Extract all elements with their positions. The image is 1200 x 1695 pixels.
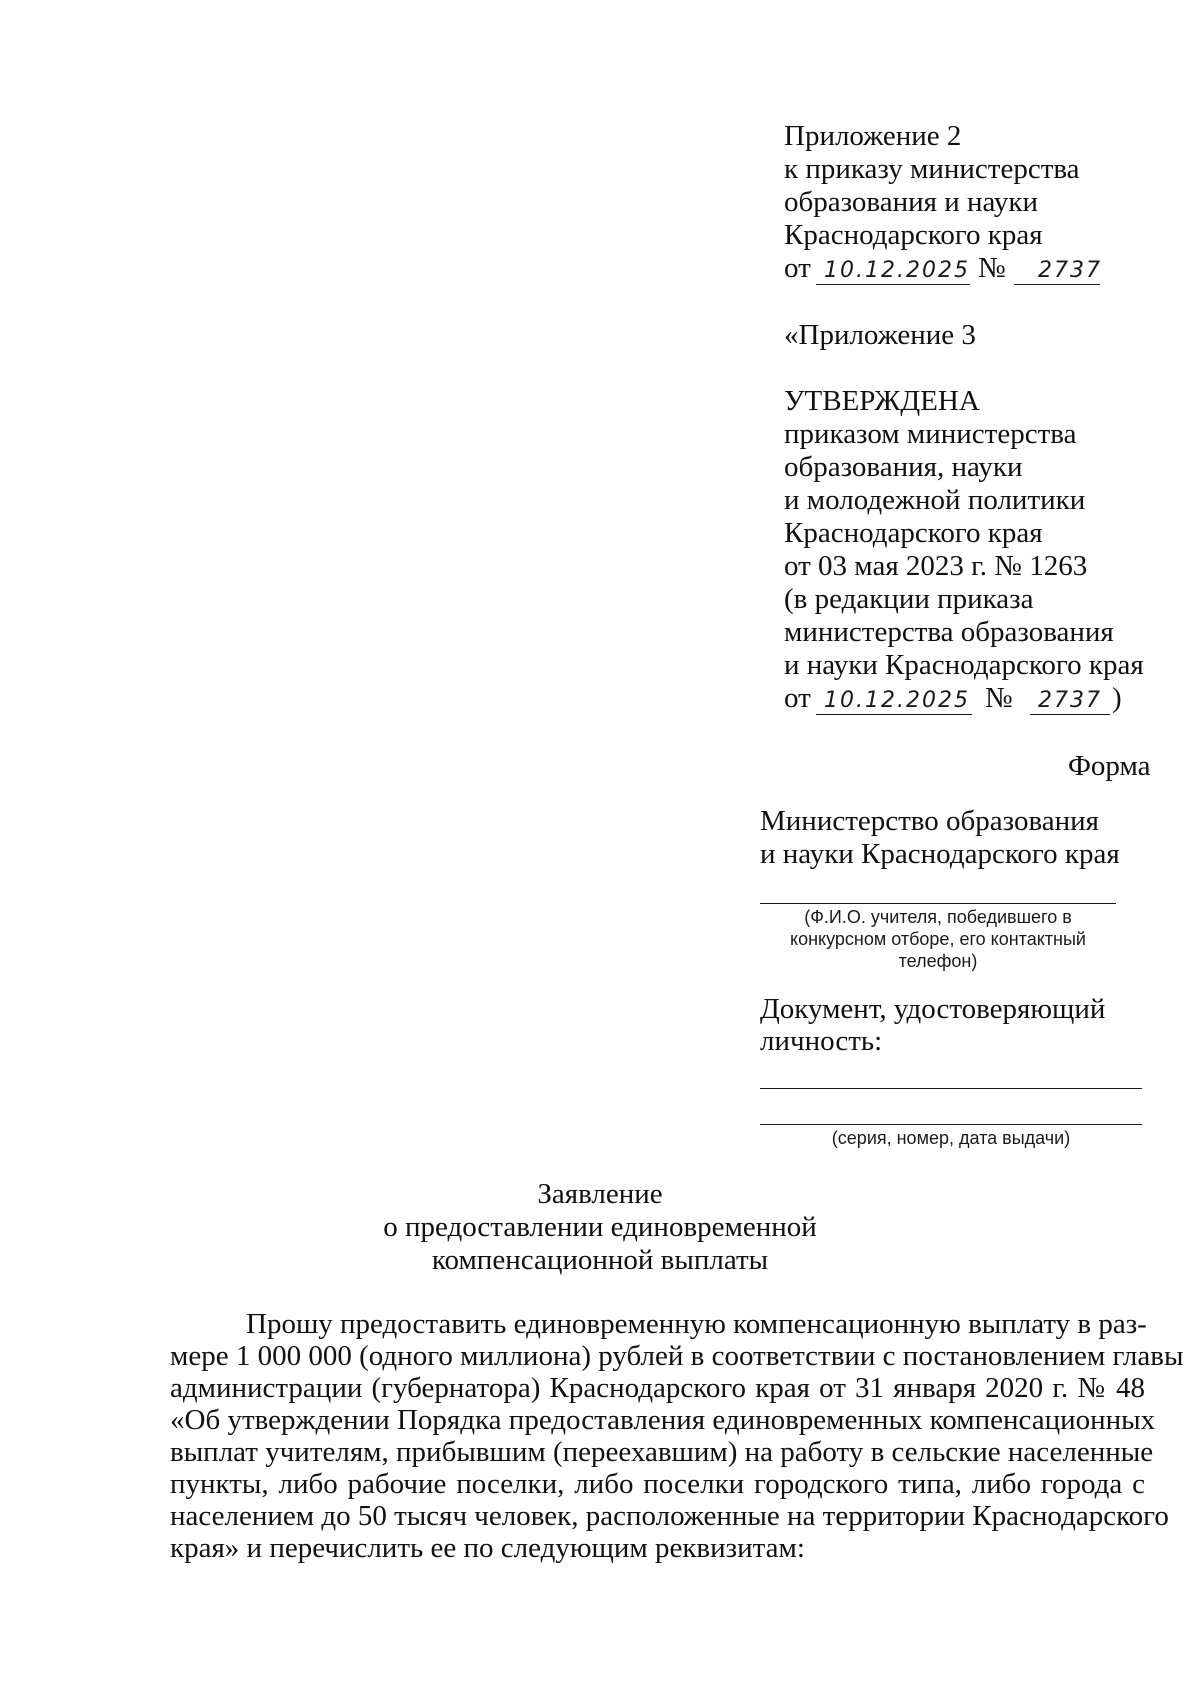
approval-line-3: и молодежной политики <box>784 484 1086 516</box>
date-prefix: от <box>784 682 811 714</box>
approval-line-2: образования, науки <box>784 451 1023 483</box>
form-label: Форма <box>1068 750 1151 782</box>
number-sign: № <box>985 682 1013 714</box>
number-underline <box>1030 714 1110 715</box>
approval-line-7: министерства образования <box>784 616 1114 648</box>
body-line: выплат учителям, прибывшим (переехавшим) на работу в сельские населенные <box>170 1436 1154 1468</box>
identity-document-line-2: личность: <box>760 1025 883 1057</box>
applicant-caption-line-3: телефон) <box>898 951 978 971</box>
appendix-3-title: «Приложение 3 <box>784 319 976 351</box>
closing-paren: ) <box>1112 682 1122 714</box>
appendix-2-line-3: Краснодарского края <box>784 219 1043 251</box>
approval-line-5: от 03 мая 2023 г. № 1263 <box>784 550 1088 582</box>
date-underline <box>816 714 972 715</box>
handwritten-number: 2737 <box>1038 258 1102 283</box>
statement-title-line-1: Заявление <box>537 1178 663 1210</box>
approval-line-8: и науки Краснодарского края <box>784 649 1144 681</box>
approval-line-1: приказом министерства <box>784 418 1077 450</box>
approved-heading: УТВЕРЖДЕНА <box>784 385 980 417</box>
statement-body <box>170 1308 1184 1564</box>
handwritten-date: 10.12.2025 <box>824 258 970 283</box>
addressee-line-2: и науки Краснодарского края <box>760 838 1120 870</box>
body-line: населением до 50 тысяч человек, расположенные на территории Краснодарского <box>170 1500 1169 1532</box>
appendix-2-line-1: к приказу министерства <box>784 153 1080 185</box>
approval-line-4: Краснодарского края <box>784 517 1043 549</box>
identity-document-field-line-2 <box>760 1124 1142 1125</box>
addressee-line-1: Министерство образования <box>760 805 1100 837</box>
handwritten-number: 2737 <box>1038 688 1102 713</box>
body-line: пункты, либо рабочие поселки, либо поселки городского типа, либо города с <box>170 1468 1145 1500</box>
body-line: «Об утверждении Порядка предоставления единовременных компенсационных <box>170 1404 1156 1436</box>
identity-document-field-line-1 <box>760 1088 1142 1089</box>
applicant-caption <box>760 906 1116 972</box>
applicant-name-field-line <box>760 903 1116 904</box>
number-underline <box>1014 284 1100 285</box>
number-sign: № <box>978 252 1006 284</box>
identity-document-caption: (серия, номер, дата выдачи) <box>831 1128 1071 1148</box>
body-line: администрации (губернатора) Краснодарского края от 31 января 2020 г. № 48 <box>170 1372 1145 1404</box>
date-prefix: от <box>784 252 811 284</box>
date-underline <box>816 284 970 285</box>
body-line: мере 1 000 000 (одного миллиона) рублей в соответствии с постановлением главы <box>170 1340 1184 1372</box>
appendix-2-line-2: образования и науки <box>784 186 1039 218</box>
handwritten-date: 10.12.2025 <box>824 688 970 713</box>
approval-line-6: (в редакции приказа <box>784 583 1034 615</box>
applicant-caption-line-1: (Ф.И.О. учителя, победившего в <box>804 907 1072 927</box>
body-line: края» и перечислить ее по следующим реквизитам: <box>170 1532 805 1564</box>
body-line: Прошу предоставить единовременную компенсационную выплату в раз- <box>246 1308 1147 1340</box>
statement-title-line-2: о предоставлении единовременной <box>383 1211 817 1243</box>
applicant-caption-line-2: конкурсном отборе, его контактный <box>790 929 1086 949</box>
identity-document-line-1: Документ, удостоверяющий <box>760 993 1106 1025</box>
appendix-2-title: Приложение 2 <box>784 120 962 152</box>
statement-title-line-3: компенсационной выплаты <box>431 1244 769 1276</box>
